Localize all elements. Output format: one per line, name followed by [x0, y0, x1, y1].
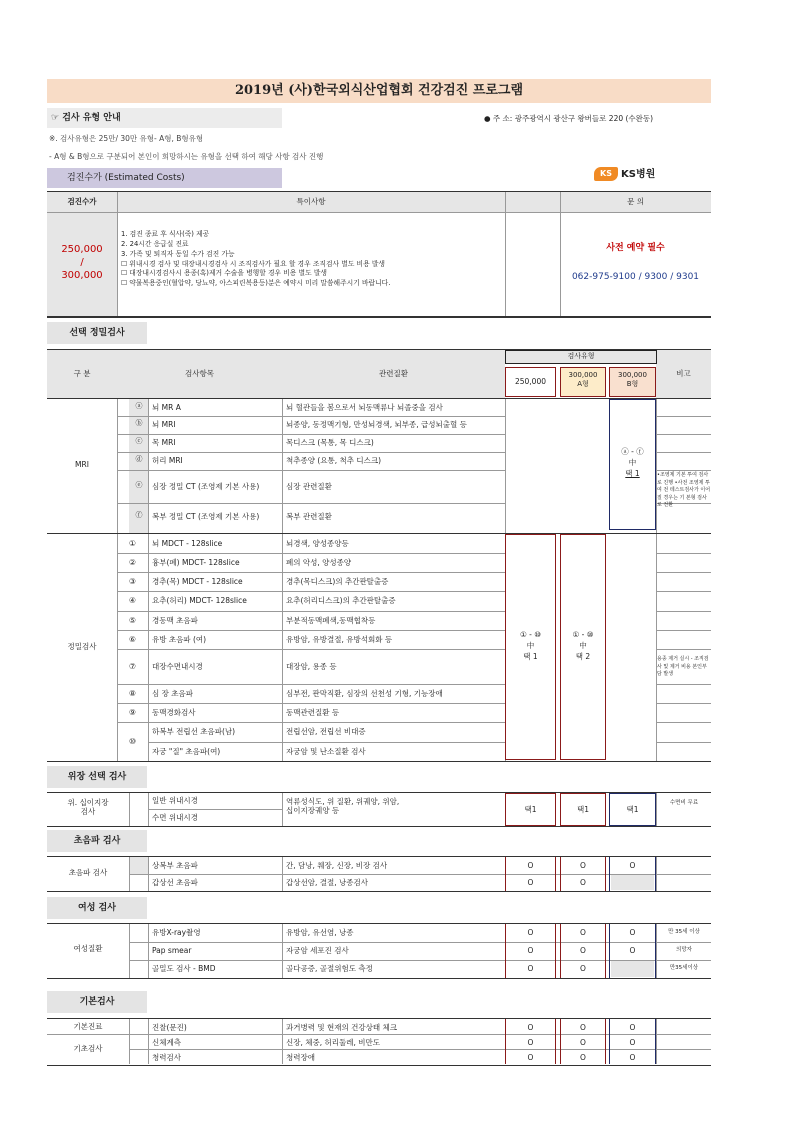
gastro-label-1: 위. 십이지장: [67, 798, 109, 807]
row-divider: [656, 434, 711, 435]
exam-disease: 요추(허리디스크)의 추간판탈출증: [286, 596, 396, 605]
col-divider: [656, 1019, 657, 1064]
price-text: [47, 243, 117, 282]
reservation-notice: 사전 예약 필수: [606, 243, 665, 253]
exam-disease: 심장 관련질환: [286, 481, 332, 491]
included-mark: O: [580, 1023, 586, 1032]
gastro-choice-250: 택1: [524, 805, 537, 814]
row-number: ⑥: [128, 634, 137, 644]
row-divider: [656, 684, 711, 685]
type-column: [505, 924, 556, 978]
row-number: ⓕ: [135, 510, 143, 519]
exam-item: 유방 초음파 (여): [152, 634, 207, 644]
row-divider: [117, 553, 505, 554]
row-divider: [117, 649, 505, 650]
special-note: 1. 검진 종료 후 식사(죽) 제공: [121, 230, 210, 238]
prec-300a-pick: 택 2: [575, 651, 591, 661]
type-column: [560, 924, 606, 978]
header-inquiry: 문 의: [627, 197, 644, 206]
exam-item: 골밀도 검사 - BMD: [152, 964, 216, 973]
prec-note: 용종 제거 실시 - 조직검사 및 제거 비용 본인부담 발생: [657, 656, 709, 677]
exam-disease: 척추종양 (요통, 척추 디스크): [286, 456, 382, 465]
address: ● 주 소: 광주광역시 광산구 왕버들로 220 (수완동): [484, 114, 654, 123]
row-divider: [117, 703, 505, 704]
prec-250-mid: 中: [526, 640, 535, 650]
exam-item: 허리 MRI: [152, 456, 183, 465]
exam-item: 경추(목) MDCT - 128slice: [152, 576, 243, 586]
exam-item: 경동맥 초음파: [152, 615, 198, 625]
exam-disease: 유방암, 유선염, 낭종: [286, 928, 354, 937]
gastro-disease: [286, 797, 399, 816]
basic-group: 기초검사: [73, 1044, 103, 1053]
prec-300a-choice: [560, 630, 606, 663]
header-300b-price: 300,000: [618, 371, 647, 379]
exam-item: 하복부 전립선 초음파(남): [152, 727, 236, 736]
row-divider: [117, 572, 505, 573]
prec-250-range: ① - ⑩: [520, 630, 541, 639]
header-250: 250,000: [514, 377, 546, 386]
included-mark: O: [629, 1023, 636, 1032]
price-min: 250,000: [61, 244, 103, 255]
exam-disease: 뇌 혈관들을 봄으로서 뇌동맥류나 뇌졸중을 검사: [286, 402, 443, 412]
ultra-label: 초음파 검사: [68, 868, 108, 877]
row-divider: [656, 722, 711, 723]
section-costs: 검진수가 (Estimated Costs): [47, 168, 282, 188]
row-note: 만35세이상: [669, 965, 699, 971]
included-mark: O: [580, 861, 586, 870]
col-divider: [148, 1019, 149, 1064]
included-mark: O: [527, 861, 534, 870]
col-divider: [282, 1019, 283, 1064]
logo-text: KS병원: [621, 169, 656, 180]
type-column: [609, 857, 656, 891]
exam-item: 자궁 "질" 초음파(여): [152, 746, 221, 756]
header-disease: 관련질환: [379, 369, 408, 378]
header-gubun: 구 분: [73, 369, 91, 378]
row-divider: [148, 742, 505, 743]
special-notes: [121, 230, 501, 289]
exam-disease: 골다공증, 골절위험도 측정: [286, 964, 373, 973]
row-note: 의망자: [676, 947, 692, 953]
phone-numbers: 062-975-9100 / 9300 / 9301: [571, 272, 700, 282]
exam-disease: 복부 관련질환: [286, 511, 332, 521]
row-divider: [656, 649, 711, 650]
row-divider: [656, 470, 711, 471]
note-line: - A형 & B형으로 구분되어 본인이 희망하시는 유형을 선택 하여 해당 사항 검사 진행: [49, 152, 324, 161]
included-mark: O: [629, 861, 636, 870]
row-divider: [656, 452, 711, 453]
prec-250-choice: [505, 630, 556, 663]
header-300a-type: A형: [577, 379, 589, 388]
row-divider: [117, 452, 505, 453]
exam-item: 진찰(문진): [152, 1023, 187, 1032]
row-divider: [117, 611, 505, 612]
row-note: 만 35세 이상: [668, 929, 700, 935]
gastro-label: [47, 798, 129, 817]
type-column: [560, 1019, 606, 1064]
header-300a: [560, 371, 606, 389]
row-number: ⑧: [128, 688, 137, 698]
mri-b-choice: [609, 447, 656, 480]
row-number: ②: [128, 557, 137, 567]
row-divider: [656, 703, 711, 704]
exam-item: 심 장 초음파: [152, 688, 193, 698]
included-mark: O: [580, 928, 586, 937]
row-number: ⑩: [128, 736, 137, 746]
special-note: ☐ 약물복용중인(혈압약, 당뇨약, 아스피린복용등)분은 예약시 미리 말씀해주시기 바랍니다.: [121, 279, 391, 288]
row-divider: [117, 434, 505, 435]
exam-disease: 과거병력 및 현재의 건강상태 체크: [286, 1023, 397, 1032]
exam-item: 목 MRI: [152, 438, 176, 447]
logo-mark-icon: KS: [594, 167, 618, 181]
included-mark: O: [580, 1053, 586, 1062]
exam-disease: 자궁암 및 난소질환 검사: [286, 746, 366, 756]
special-note: ☐ 대장내시경검사시 용종(혹)제거 수술을 병행할 경우 비용 별도 발생: [121, 269, 327, 278]
gastro-item: 수면 위내시경: [152, 813, 198, 822]
mri-note: •조영제 기본 투여 검사로 진행 •사전 조영제 투여 전 테스트검사가 이어 질 경우는 기 본형 검사로 전환: [657, 472, 711, 508]
row-number: ⑦: [128, 661, 137, 671]
gastro-disease-1: 역류성식도, 위 질환, 위궤양, 위암,: [286, 797, 400, 806]
exam-disease: 전립선암, 전립선 비대증: [286, 727, 366, 736]
exam-item: 요추(허리) MDCT- 128slice: [152, 596, 247, 605]
row-divider: [117, 722, 505, 723]
row-number: ⑨: [128, 707, 137, 717]
included-mark: O: [580, 1038, 586, 1047]
row-divider: [656, 630, 711, 631]
gastro-note: 수면비 무료: [669, 800, 699, 806]
included-mark: O: [527, 1053, 534, 1062]
header-special: 특이사항: [296, 197, 326, 206]
special-note: ☐ 위내시경 검사 및 대장내시경검사 시 조직검사가 필요 할 경우 조직검사 별도 비용 발생: [121, 259, 385, 268]
header-type: 검사유형: [567, 352, 595, 360]
mri-b-pick: 택 1: [625, 468, 640, 478]
included-mark: O: [629, 1038, 636, 1047]
section-gastro: 위장 선택 검사: [47, 766, 147, 788]
exam-item: 대장수면내시경: [152, 661, 203, 671]
exam-item: 신체계측: [152, 1038, 181, 1047]
exam-disease: 갑상선암, 결절, 낭종검사: [286, 878, 368, 887]
row-divider: [656, 742, 711, 743]
type-column: [505, 857, 556, 891]
included-mark: O: [580, 878, 586, 887]
exam-item: 뇌 MR A: [152, 402, 181, 412]
row-number: ③: [128, 576, 137, 586]
group-mri: MRI: [75, 460, 89, 469]
type-column: [560, 857, 606, 891]
included-mark: O: [527, 1038, 534, 1047]
header-item: 검사항목: [185, 369, 214, 378]
header-cost: 검진수가: [67, 197, 97, 206]
exam-item: 청력검사: [152, 1053, 181, 1062]
gastro-choice-300b: 택1: [626, 805, 639, 814]
included-mark: O: [527, 1023, 534, 1032]
mri-b-range: ⓐ - ⓕ: [621, 447, 644, 456]
gastro-choice-300a: 택1: [576, 805, 590, 814]
row-divider: [656, 591, 711, 592]
exam-item: 유방X-ray촬영: [152, 928, 201, 937]
included-mark: O: [580, 964, 586, 973]
col-divider: [148, 924, 149, 978]
included-mark: O: [527, 964, 534, 973]
header-300b: [609, 371, 656, 389]
exam-disease: 부분적동맥폐색,동맥협착등: [286, 615, 376, 625]
exam-item: 뇌 MDCT - 128slice: [152, 538, 223, 548]
included-mark: O: [527, 928, 534, 937]
row-number: ④: [128, 596, 137, 605]
prec-300a-range: ① - ⑩: [572, 630, 594, 639]
exam-item: 심장 정밀 CT (조영제 기본 사용): [152, 481, 260, 491]
exam-item: 복부 정밀 CT (조영제 기본 사용): [152, 511, 260, 521]
exam-disease: 뇌경색, 양성종양등: [286, 538, 349, 548]
exam-disease: 청력장애: [286, 1053, 315, 1062]
header-300b-type: B형: [626, 379, 639, 388]
exam-disease: 뇌종양, 동정맥기형, 만성뇌경색, 뇌부종, 급성뇌출혈 등: [286, 420, 467, 429]
note-line: ※. 검사유형은 25만/ 30만 유형- A형, B형유형: [49, 134, 204, 143]
prec-300a-mid: 中: [579, 640, 587, 650]
exam-disease: 유방암, 유방결절, 유방석회화 등: [286, 634, 393, 644]
row-number: ⓑ: [135, 419, 143, 427]
col-divider: [129, 924, 130, 978]
row-divider: [117, 684, 505, 685]
section-female: 여성 검사: [47, 897, 147, 919]
gastro-label-2: 검사: [80, 807, 96, 817]
section-select: 선택 정밀검사: [47, 322, 147, 344]
prec-250-pick: 택 1: [523, 651, 538, 661]
row-number: ⑤: [128, 615, 137, 625]
row-divider: [656, 611, 711, 612]
included-mark: O: [629, 928, 636, 937]
row-divider: [117, 470, 505, 471]
exam-disease: 심부전, 판막직환, 심장의 선천성 기형, 기능장애: [286, 688, 443, 698]
row-number: ⓓ: [135, 455, 143, 463]
hospital-logo: [594, 165, 678, 183]
price-max: 300,000: [61, 270, 103, 281]
exam-disease: 동맥관련질환 등: [286, 707, 340, 717]
type-column: [609, 924, 656, 978]
exam-disease: 간, 담낭, 췌장, 신장, 비장 검사: [286, 861, 388, 870]
price-sep: /: [80, 257, 84, 268]
row-divider: [117, 591, 505, 592]
exam-disease: 경추(목디스크)의 추간판탈출증: [286, 576, 389, 586]
col-divider: [282, 924, 283, 978]
header-300a-price: 300,000: [568, 371, 598, 379]
exam-item: 뇌 MRI: [152, 420, 176, 429]
exam-disease: 목디스크 (목통, 목 디스크): [286, 438, 374, 447]
type-column: [609, 1019, 656, 1064]
gastro-item: 일반 위내시경: [152, 796, 198, 805]
page-title: 2019년 (사)한국외식산업협회 건강검진 프로그램: [47, 79, 711, 103]
row-number: ⓐ: [135, 401, 143, 410]
row-divider: [117, 630, 505, 631]
exam-item: 흉부(폐) MDCT- 128slice: [152, 557, 240, 567]
included-mark: O: [629, 1053, 636, 1062]
exam-disease: 신장, 체중, 허리둘레, 비만도: [286, 1038, 380, 1047]
row-number: ⓒ: [135, 437, 143, 445]
row-divider: [117, 503, 505, 504]
exam-disease: 대장암, 용종 등: [286, 661, 337, 671]
row-divider: [656, 553, 711, 554]
gastro-disease-2: 십이지장궤양 등: [286, 806, 340, 816]
guide-heading: ☞ 검사 유형 안내: [47, 108, 282, 128]
type-column: [505, 1019, 556, 1064]
exam-item: 상복부 초음파: [152, 861, 198, 870]
header-note: 비고: [676, 369, 691, 378]
group-precision: 정밀검사: [67, 642, 97, 651]
included-mark: O: [527, 878, 534, 887]
row-divider: [117, 416, 505, 417]
exam-disease: 자궁암 세포진 검사: [286, 946, 349, 955]
section-ultra: 초음파 검사: [47, 830, 147, 852]
exam-item: Pap smear: [152, 946, 192, 955]
basic-group: 기본진료: [73, 1022, 103, 1031]
included-mark: O: [580, 946, 586, 955]
col-divider: [129, 1019, 130, 1064]
included-mark: O: [527, 946, 534, 955]
special-note: 2. 24시간 응급실 진료: [121, 239, 189, 248]
row-number: ⓔ: [135, 480, 143, 489]
exam-item: 동맥경화검사: [152, 707, 196, 717]
exam-item: 갑상선 초음파: [152, 878, 198, 887]
row-divider: [656, 416, 711, 417]
row-divider: [656, 572, 711, 573]
included-mark: O: [629, 946, 636, 955]
row-number: ①: [128, 538, 137, 548]
section-basic: 기본검사: [47, 991, 147, 1013]
mri-b-mid: 中: [628, 457, 637, 467]
special-note: 3. 가족 및 퇴직자 동일 수가 검진 가능: [121, 249, 235, 258]
exam-disease: 폐의 악성, 양성종양: [286, 557, 352, 567]
female-label: 여성질환: [73, 944, 103, 953]
